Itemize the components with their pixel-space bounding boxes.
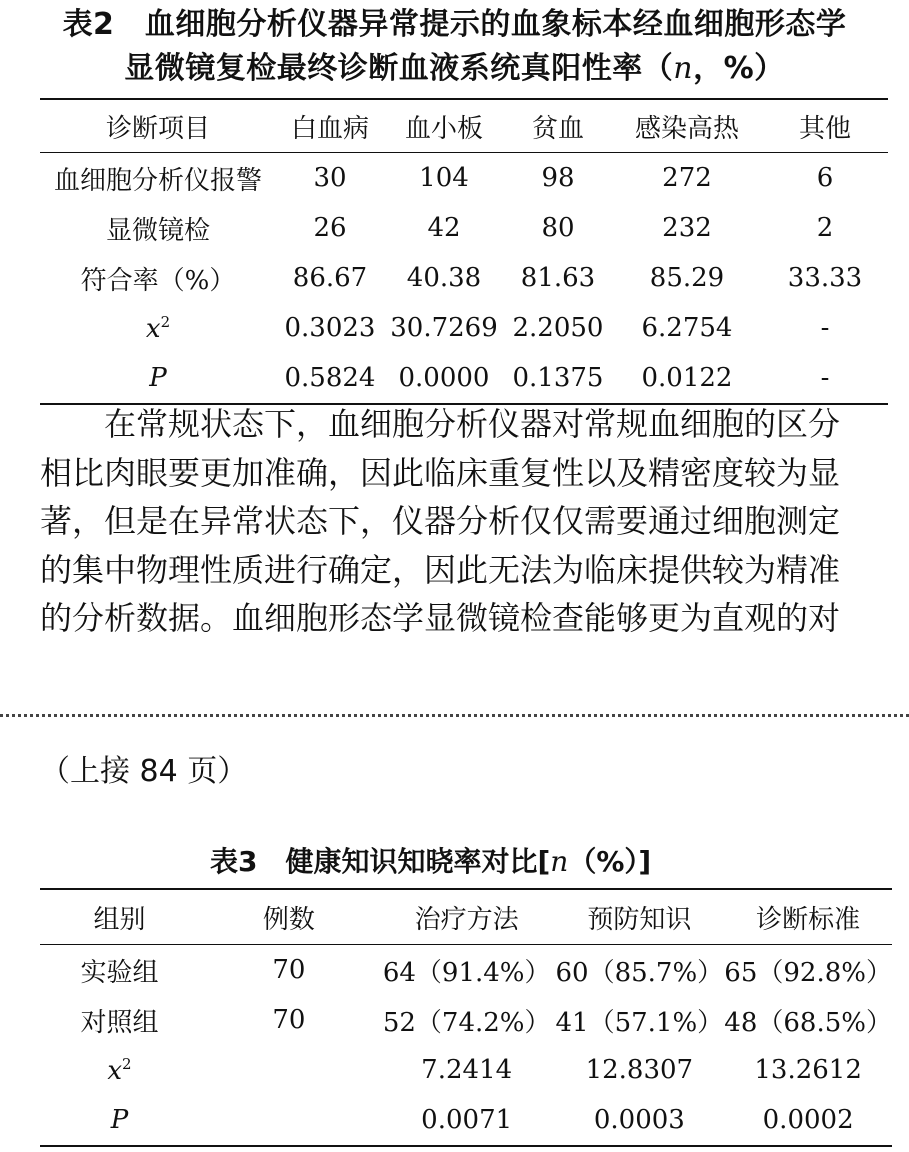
table3-cell: 7.2414: [421, 1055, 513, 1085]
table2-cell: 显微镜检: [105, 215, 210, 246]
table3-cell: 41（57.1%）: [555, 1007, 724, 1038]
table2-title-line2: [0, 48, 909, 90]
table-row: [40, 253, 888, 303]
table2-chi-square-label: [40, 303, 276, 353]
table-row: [40, 353, 888, 404]
table2-cell: 0.3023: [284, 313, 376, 343]
table2-header-cell: 其他: [762, 99, 888, 153]
body-paragraph: [40, 400, 890, 643]
table3-cell: 65（92.8%）: [724, 957, 892, 988]
table2-cell: 30: [313, 163, 347, 193]
chi-superscript: 2: [160, 312, 171, 331]
table2-cell: 6: [816, 163, 834, 193]
table-row: [40, 1095, 892, 1146]
table-row: [40, 1045, 892, 1095]
chi-symbol: x: [145, 313, 161, 344]
table3-chi-square-label: [40, 1045, 199, 1095]
table2-cell: 血细胞分析仪报警: [53, 165, 262, 196]
table-row: [40, 945, 892, 996]
table2-header-row: [40, 99, 888, 153]
table3-cell: 12.8307: [585, 1055, 694, 1085]
table3-cell: 0.0003: [593, 1105, 685, 1135]
table2-cell: 81.63: [520, 263, 596, 293]
table2-cell: 30.7269: [390, 313, 498, 343]
table3-title-prefix: 表3 健康知识知晓率对比[: [210, 845, 551, 878]
table2-cell: 2.2050: [512, 313, 604, 343]
table2-header-cell: 诊断项目: [40, 99, 276, 153]
table3-cell: 60（85.7%）: [555, 957, 724, 988]
table3: [40, 888, 892, 1147]
table3-cell: 实验组: [80, 957, 159, 988]
table3-header-cell: 例数: [199, 889, 379, 945]
table2-cell: 符合率（%）: [80, 265, 236, 296]
table3-cell: 52（74.2%）: [382, 1007, 551, 1038]
table2-cell: 33.33: [787, 263, 863, 293]
table3-title: [210, 842, 651, 882]
table3-cell: 13.2612: [754, 1055, 862, 1085]
table-row: [40, 153, 888, 204]
table2-title-suffix: ，%）: [693, 51, 785, 86]
table3-cell: 0.0071: [421, 1105, 513, 1135]
table2-header-cell: 血小板: [384, 99, 504, 153]
table2-cell: 86.67: [292, 263, 368, 293]
table3-cell: [199, 1095, 379, 1146]
dotted-divider: [0, 714, 909, 717]
table2-cell: 232: [662, 213, 712, 243]
table2-title-prefix: 显微镜复检最终诊断血液系统真阳性率（: [124, 51, 674, 86]
table2-cell: -: [820, 363, 830, 393]
table2-cell: 42: [427, 213, 461, 243]
table2-cell: 6.2754: [641, 313, 733, 343]
table2-header-cell: 感染高热: [612, 99, 762, 153]
table2: [40, 98, 888, 405]
table-row: [40, 203, 888, 253]
continued-note: （上接 84 页）: [40, 754, 248, 789]
table2-cell: 272: [662, 163, 712, 193]
chi-superscript: 2: [122, 1054, 132, 1073]
table2-cell: 104: [419, 163, 469, 193]
table3-p-label: P: [110, 1105, 129, 1135]
table3-header-cell: 组别: [40, 889, 199, 945]
table3-title-n: n: [550, 845, 569, 878]
table2-cell: 40.38: [406, 263, 482, 293]
table-row: [40, 995, 892, 1045]
table2-cell: -: [820, 313, 830, 343]
table2-cell: 0.1375: [512, 363, 604, 393]
table3-header-cell: 诊断标准: [724, 889, 892, 945]
table2-cell: 80: [541, 213, 575, 243]
table3-cell: [199, 1045, 379, 1095]
table3-cell: 70: [272, 955, 306, 985]
table3-cell: 0.0002: [762, 1105, 854, 1135]
table3-cell: 48（68.5%）: [724, 1007, 892, 1038]
table2-title-line1: 表2 血细胞分析仪器异常提示的血象标本经血细胞形态学: [62, 7, 847, 42]
table2-title-n: n: [673, 51, 694, 86]
table2-cell: 85.29: [649, 263, 725, 293]
table2-cell: 0.0122: [641, 363, 733, 393]
chi-symbol: x: [107, 1055, 123, 1086]
table2-cell: 2: [816, 213, 834, 243]
table2-cell: 98: [541, 163, 575, 193]
table3-header-cell: 治疗方法: [379, 889, 555, 945]
paragraph-line: 在常规状态下，血细胞分析仪器对常规血细胞的区分: [40, 405, 841, 443]
table2-header-cell: 贫血: [504, 99, 612, 153]
table2-cell: 0.0000: [398, 363, 490, 393]
table3-cell: 对照组: [80, 1007, 159, 1038]
paragraph-line: 相比肉眼要更加准确，因此临床重复性以及精密度较为显: [40, 453, 841, 492]
paragraph-line: 著，但是在异常状态下，仪器分析仅仅需要通过细胞测定: [40, 502, 841, 540]
paragraph-line: 的集中物理性质进行确定，因此无法为临床提供较为精准: [40, 550, 841, 589]
table2-p-label: P: [149, 363, 167, 393]
table3-header-row: [40, 889, 892, 945]
table3-title-suffix: （%）]: [568, 845, 652, 878]
table2-cell: 0.5824: [284, 363, 376, 393]
table-row: [40, 303, 888, 353]
paragraph-line: 的分析数据。血细胞形态学显微镜检查能够更为直观的对: [40, 599, 841, 637]
table2-cell: 26: [313, 213, 347, 243]
table3-cell: 70: [272, 1005, 306, 1035]
table2-header-cell: 白血病: [276, 99, 384, 153]
table3-cell: 64（91.4%）: [382, 957, 551, 988]
table3-header-cell: 预防知识: [554, 889, 724, 945]
